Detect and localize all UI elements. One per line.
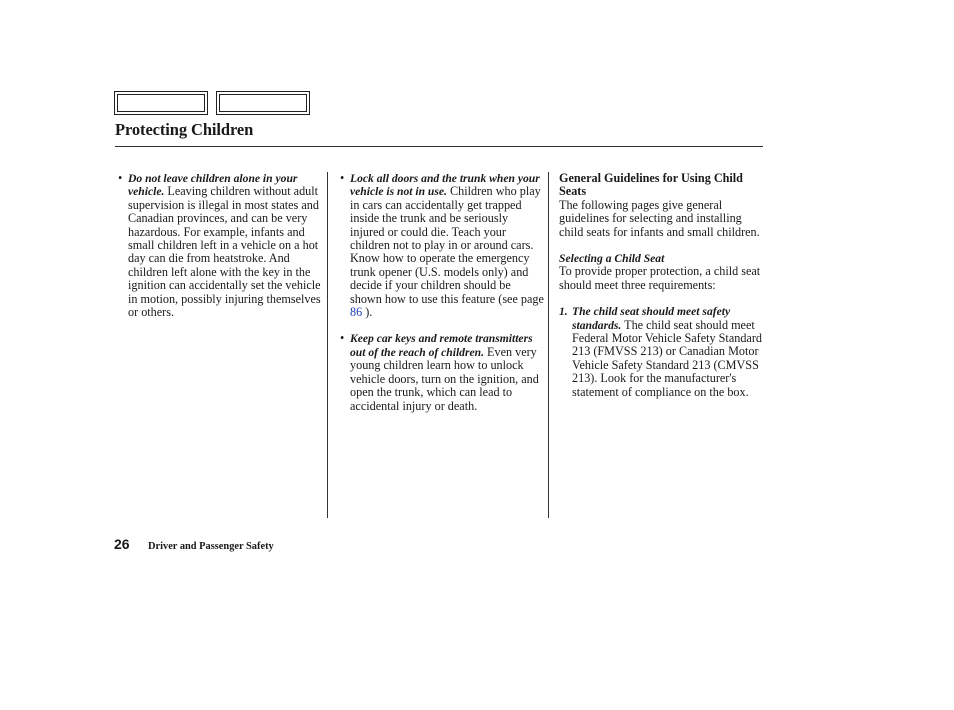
bullet-icon: •	[340, 171, 345, 185]
bullet-text: Children who play in cars can accidentally get trapped inside the trunk and be seriously injured or could die. Teach your children not to play in or around cars. Know how to operate the emergency trunk opener (U.S. models only) and decide if your children should be shown how to use this feature (see page	[350, 184, 544, 306]
column-middle	[340, 172, 544, 426]
bullet-text: Even very young children learn how to unlock vehicle doors, turn on the ignition, and open the trunk, which can lead to accidental injury or death.	[350, 344, 539, 413]
title-divider	[115, 146, 763, 147]
bullet-text: Leaving children without adult supervision is illegal in most states and Canadian provinces, and can be very hazardous. For example, infants and small children left in a vehicle on a hot day can die from heatstroke. And children left alone with the key in the ignition can accidentally set the vehicle in motion, possibly injuring themselves or others.	[128, 184, 321, 320]
subsection-paragraph: To provide proper protection, a child seat should meet three requirements:	[559, 264, 761, 292]
bullet-icon: •	[118, 171, 123, 185]
page-reference-link[interactable]: 86	[350, 305, 363, 320]
list-item	[340, 332, 544, 412]
bullet-lead: Keep car keys and remote transmitters out of the reach of children.	[350, 332, 533, 359]
column-right	[559, 172, 765, 399]
nav-button-previous-frame	[117, 94, 205, 112]
item-number: 1.	[559, 305, 568, 319]
footer-section-title: Driver and Passenger Safety	[148, 541, 274, 552]
list-item	[340, 172, 544, 319]
page-title: Protecting Children	[115, 120, 254, 139]
nav-button-previous[interactable]	[114, 91, 208, 115]
numbered-lead: The child seat should meet safety standards.	[572, 305, 731, 332]
column-left	[118, 172, 324, 332]
page-number: 26	[114, 536, 130, 552]
nav-button-next-frame	[219, 94, 307, 112]
bullet-icon: •	[340, 331, 345, 346]
intro-paragraph: The following pages give general guidelines for selecting and installing child seats for infants and small children.	[559, 197, 760, 239]
column-divider	[548, 172, 549, 518]
bullet-lead: Do not leave children alone in your vehicle.	[128, 172, 298, 199]
section-heading: General Guidelines for Using Child Seats	[559, 171, 743, 199]
list-item	[118, 172, 324, 319]
bullet-lead: Lock all doors and the trunk when your vehicle is not in use.	[350, 172, 540, 199]
nav-button-next[interactable]	[216, 91, 310, 115]
subsection-heading: Selecting a Child Seat	[559, 252, 665, 266]
numbered-text: The child seat should meet Federal Motor Vehicle Safety Standard 213 (FMVSS 213) or Canadian Motor Vehicle Safety Standard 213 (CMVSS 213). Look for the manufacturer's statement of compliance on the box.	[572, 317, 762, 399]
column-divider	[327, 172, 328, 518]
bullet-text-after: ).	[362, 305, 373, 320]
numbered-item	[559, 305, 765, 399]
